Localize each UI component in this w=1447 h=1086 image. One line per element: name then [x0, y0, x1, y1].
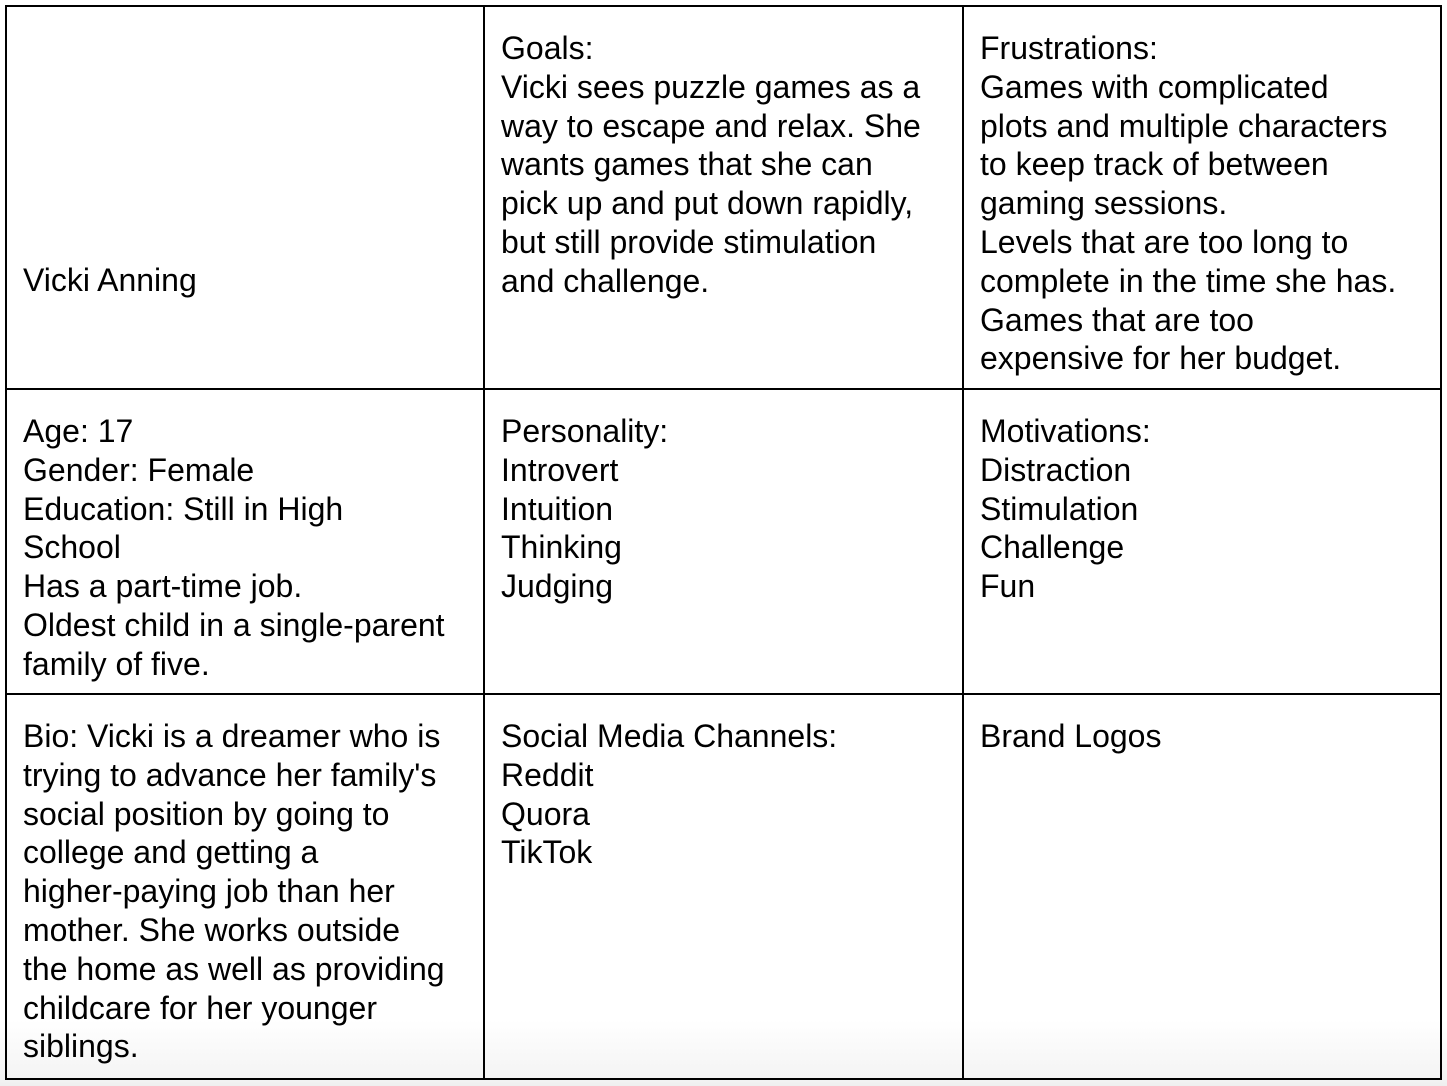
social-media-heading: Social Media Channels:	[501, 718, 838, 754]
motivations-cell	[964, 390, 1440, 695]
bio-line: Bio: Vicki is a dreamer who is	[23, 718, 441, 754]
bio-line: the home as well as providing	[23, 950, 445, 987]
bio-line: college and getting a	[23, 834, 319, 871]
demographics-line: Has a part-time job.	[23, 568, 303, 605]
motivation-item: Fun	[980, 568, 1036, 605]
personality-trait: Judging	[501, 568, 614, 605]
persona-name-cell	[7, 7, 485, 390]
demographics-line: Age: 17	[23, 413, 134, 449]
demographics-line: School	[23, 529, 121, 566]
frustrations-cell	[964, 7, 1440, 390]
personality-trait: Intuition	[501, 490, 614, 527]
motivation-item: Challenge	[980, 529, 1125, 566]
goals-line: but still provide stimulation	[501, 223, 877, 260]
frustrations-line: Games with complicated	[980, 68, 1329, 105]
personality-trait: Thinking	[501, 529, 622, 566]
social-media-channel: Quora	[501, 795, 590, 832]
bio-line: social position by going to	[23, 795, 390, 832]
frustrations-line: plots and multiple characters	[980, 107, 1388, 144]
frustrations-line: complete in the time she has.	[980, 262, 1397, 299]
goals-line: Vicki sees puzzle games as a	[501, 68, 921, 105]
persona-table	[5, 5, 1442, 1080]
brand-logos-heading: Brand Logos	[980, 718, 1162, 754]
bio-line: childcare for her younger	[23, 989, 377, 1026]
motivations-heading: Motivations:	[980, 413, 1151, 449]
demographics-line: Oldest child in a single-parent	[23, 606, 445, 643]
personality-heading: Personality:	[501, 413, 669, 449]
social-media-channel: Reddit	[501, 756, 594, 793]
goals-heading: Goals:	[501, 30, 594, 66]
goals-line: and challenge.	[501, 262, 710, 299]
frustrations-line: to keep track of between	[980, 146, 1329, 183]
motivation-item: Distraction	[980, 451, 1132, 488]
social-media-channel: TikTok	[501, 834, 593, 871]
social-media-cell	[485, 695, 964, 1078]
frustrations-line: gaming sessions.	[980, 185, 1228, 222]
goals-line: pick up and put down rapidly,	[501, 185, 914, 222]
frustrations-line: Games that are too	[980, 301, 1254, 338]
bio-line: siblings.	[23, 1028, 139, 1065]
personality-trait: Introvert	[501, 451, 619, 488]
bio-line: mother. She works outside	[23, 911, 401, 948]
goals-line: way to escape and relax. She	[501, 107, 921, 144]
bio-line: trying to advance her family's	[23, 756, 437, 793]
motivation-item: Stimulation	[980, 490, 1139, 527]
frustrations-line: expensive for her budget.	[980, 340, 1342, 377]
demographics-line: family of five.	[23, 645, 210, 682]
demographics-cell	[7, 390, 485, 695]
bio-line: higher-paying job than her	[23, 873, 395, 910]
frustrations-heading: Frustrations:	[980, 30, 1158, 66]
demographics-line: Education: Still in High	[23, 490, 344, 527]
goals-line: wants games that she can	[501, 146, 873, 183]
personality-cell	[485, 390, 964, 695]
bio-cell	[7, 695, 485, 1078]
persona-name: Vicki Anning	[23, 262, 197, 298]
goals-cell	[485, 7, 964, 390]
frustrations-line: Levels that are too long to	[980, 223, 1349, 260]
brand-logos-cell	[964, 695, 1440, 1078]
demographics-line: Gender: Female	[23, 451, 255, 488]
